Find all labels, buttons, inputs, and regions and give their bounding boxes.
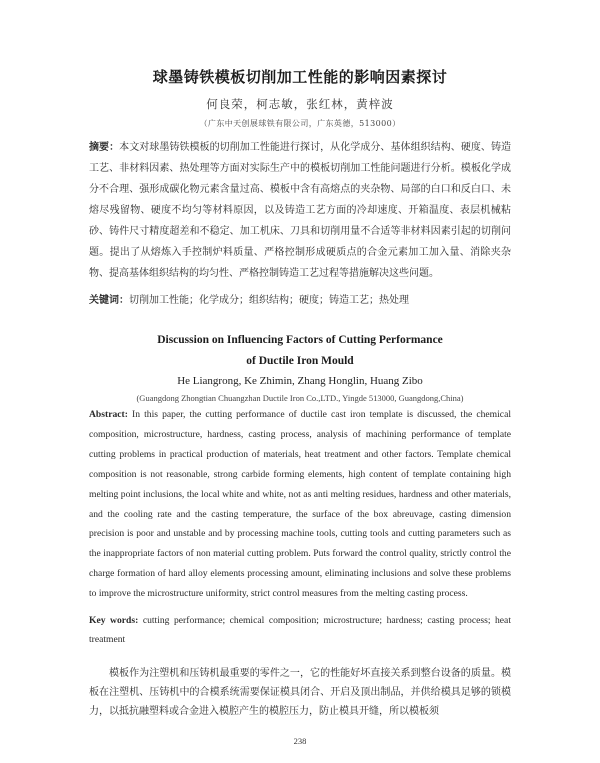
english-title-line-2: of Ductile Iron Mould	[246, 355, 354, 367]
body-paragraph: 模板作为注塑机和压铸机最重要的零件之一，它的性能好坏直接关系到整台设备的质量。模板在注塑机、压铸机中的合模系统需要保证模具闭合、开启及顶出制品，并供给模具足够的锁模力，以抵抗融塑料或合金进入模腔产生的模腔压力，防止模具开缝，所以模板须	[89, 668, 511, 717]
english-keywords-label: Key words:	[89, 615, 139, 626]
english-authors: He Liangrong, Ke Zhimin, Zhang Honglin, Huang Zibo	[177, 375, 423, 387]
english-abstract	[89, 405, 511, 604]
chinese-keywords	[89, 293, 511, 309]
chinese-abstract-label: 摘要：	[89, 142, 120, 153]
english-abstract-label: Abstract:	[89, 409, 128, 420]
english-title-line-1: Discussion on Influencing Factors of Cutting Performance	[157, 334, 443, 346]
english-abstract-text: In this paper, the cutting performance of ductile cast iron template is discussed, the chemical composition, microstructure, hardness, casting process, analysis of machining performance of template cutting problems in practical production of materials, heat treatment and other factors. Template chemical composition is not reasonable, strong carbide forming elements, high content of template containing high melting point inclusions, the local white and white, not as anti melting residues, hardness and other materials, and the cooling rate and the casting temperature, the surface of the box abreuvage, casting dimension precision is poor and unstable and by processing machine tools, cutting tools and cutting parameters such as the inappropriate factors of non material cutting problem. Puts forward the control quality, strictly control the charge formation of hard alloy elements processing amount, eliminating inclusions and solve these problems to improve the microstructure uniformity, strict control measures from the melting casting process.	[89, 409, 511, 600]
chinese-abstract-text: 本文对球墨铸铁模板的切削加工性能进行探讨，从化学成分、基体组织结构、硬度、铸造工艺、非材料因素、热处理等方面对实际生产中的模板切削加工性能问题进行分析。模板化学成分不合理、强形成碳化物元素含量过高、模板中含有高熔点的夹杂物、局部的白口和反白口、未熔尽残留物、硬度不均匀等材料原因，以及铸造工艺方面的冷却速度、开箱温度、表层机械粘砂、铸件尺寸精度超差和不稳定、加工机床、刀具和切削用量不合适等非材料因素引起的切削问题。提出了从熔炼入手控制炉料质量、严格控制形成硬质点的合金元素加工加入量、消除夹杂物、提高基体组织结构的均匀性、严格控制铸造工艺过程等措施解决这些问题。	[89, 142, 512, 279]
chinese-affiliation: （广东中天创展球铁有限公司，广东英德，513000）	[199, 119, 401, 128]
chinese-abstract	[89, 137, 511, 284]
chinese-keywords-text: 切削加工性能；化学成分；组织结构；硬度；铸造工艺；热处理	[129, 295, 409, 306]
page-number: 238	[293, 736, 307, 746]
chinese-authors: 何良荣，柯志敏，张红林，黄梓波	[206, 97, 394, 111]
chinese-keywords-label: 关键词：	[89, 295, 129, 306]
english-affiliation: (Guangdong Zhongtian Chuangzhan Ductile Iron Co.,LTD., Yingde 513000, Guangdong,China)	[136, 393, 464, 403]
chinese-title: 球墨铸铁模板切削加工性能的影响因素探讨	[152, 68, 448, 86]
english-keywords	[89, 611, 511, 649]
english-keywords-text: cutting performance; chemical composition; microstructure; hardness; casting process; heat treatment	[89, 615, 511, 645]
english-title	[89, 330, 511, 372]
